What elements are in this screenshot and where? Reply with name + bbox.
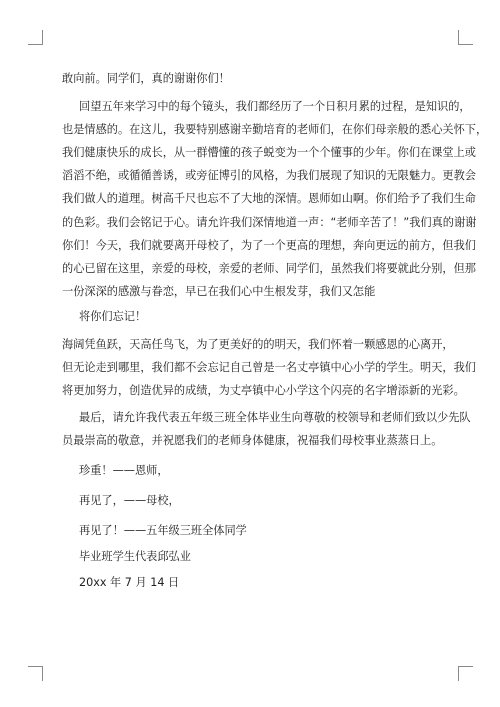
crop-mark-top-right: [458, 30, 473, 45]
crop-mark-bottom-right: [458, 666, 473, 681]
text-line: 敢向前。同学们，真的谢谢你们！: [62, 72, 230, 85]
text-line: 最后，请允许我代表五年级三班全体毕业生向尊敬的校领导和老师们致以少先队: [79, 411, 471, 424]
crop-mark-top-left: [28, 30, 43, 45]
text-line: 的色彩。我们会铭记于心。请允许我们深情地道一声：“老师辛苦了！”我们真的谢谢: [62, 216, 477, 229]
text-line: 我们健康快乐的成长，从一群懵懂的孩子蜕变为一个个懂事的少年。你们在课堂上或: [62, 146, 476, 159]
text-line: 珍重！——恩师，: [79, 464, 169, 477]
text-line: 一份深深的感激与眷恋，早已在我们心中生根发芽，我们又怎能: [62, 285, 376, 298]
text-line: 再见了，——母校，: [79, 494, 180, 507]
text-line: 将你们忘记！: [79, 310, 147, 323]
text-line: 也是情感的。在这儿，我要特别感谢辛勤培育的老师们，在你们母亲般的悉心关怀下，: [62, 123, 488, 136]
text-line: 你们！今天，我们就要离开母校了，为了一个更高的理想，奔向更远的前方，但我们: [62, 239, 476, 252]
text-line: 滔滔不绝，或循循善诱，或旁征博引的风格，为我们展现了知识的无限魅力。更教会: [62, 169, 476, 182]
text-line: 海阔凭鱼跃，天高任鸟飞，为了更美好的的明天，我们怀着一颗感恩的心离开，: [62, 338, 454, 351]
text-line: 20xx 年 7 月 14 日: [79, 576, 180, 589]
text-line: 的心已留在这里，亲爱的母校，亲爱的老师、同学们，虽然我们将要就此分别，但那: [62, 262, 476, 275]
text-line: 我们做人的道理。树高千尺也忘不了大地的深情。恩师如山啊。你们给予了我们生命: [62, 192, 476, 205]
text-line: 再见了！——五年级三班全体同学: [79, 524, 247, 537]
text-line: 回望五年来学习中的每个镜头，我们都经历了一个日积月累的过程，是知识的，: [79, 100, 471, 113]
text-line: 将更加努力，创造优异的成绩，为丈亭镇中心小学这个闪亮的名字增添新的光彩。: [62, 384, 465, 397]
crop-mark-bottom-left: [28, 666, 43, 681]
text-line: 毕业班学生代表邱弘业: [79, 550, 191, 563]
text-line: 但无论走到哪里，我们都不会忘记自己曾是一名丈亭镇中心小学的学生。明天，我们: [62, 361, 476, 374]
text-line: 员最崇高的敬意，并祝愿我们的老师身体健康，祝福我们母校事业蒸蒸日上。: [62, 434, 443, 447]
